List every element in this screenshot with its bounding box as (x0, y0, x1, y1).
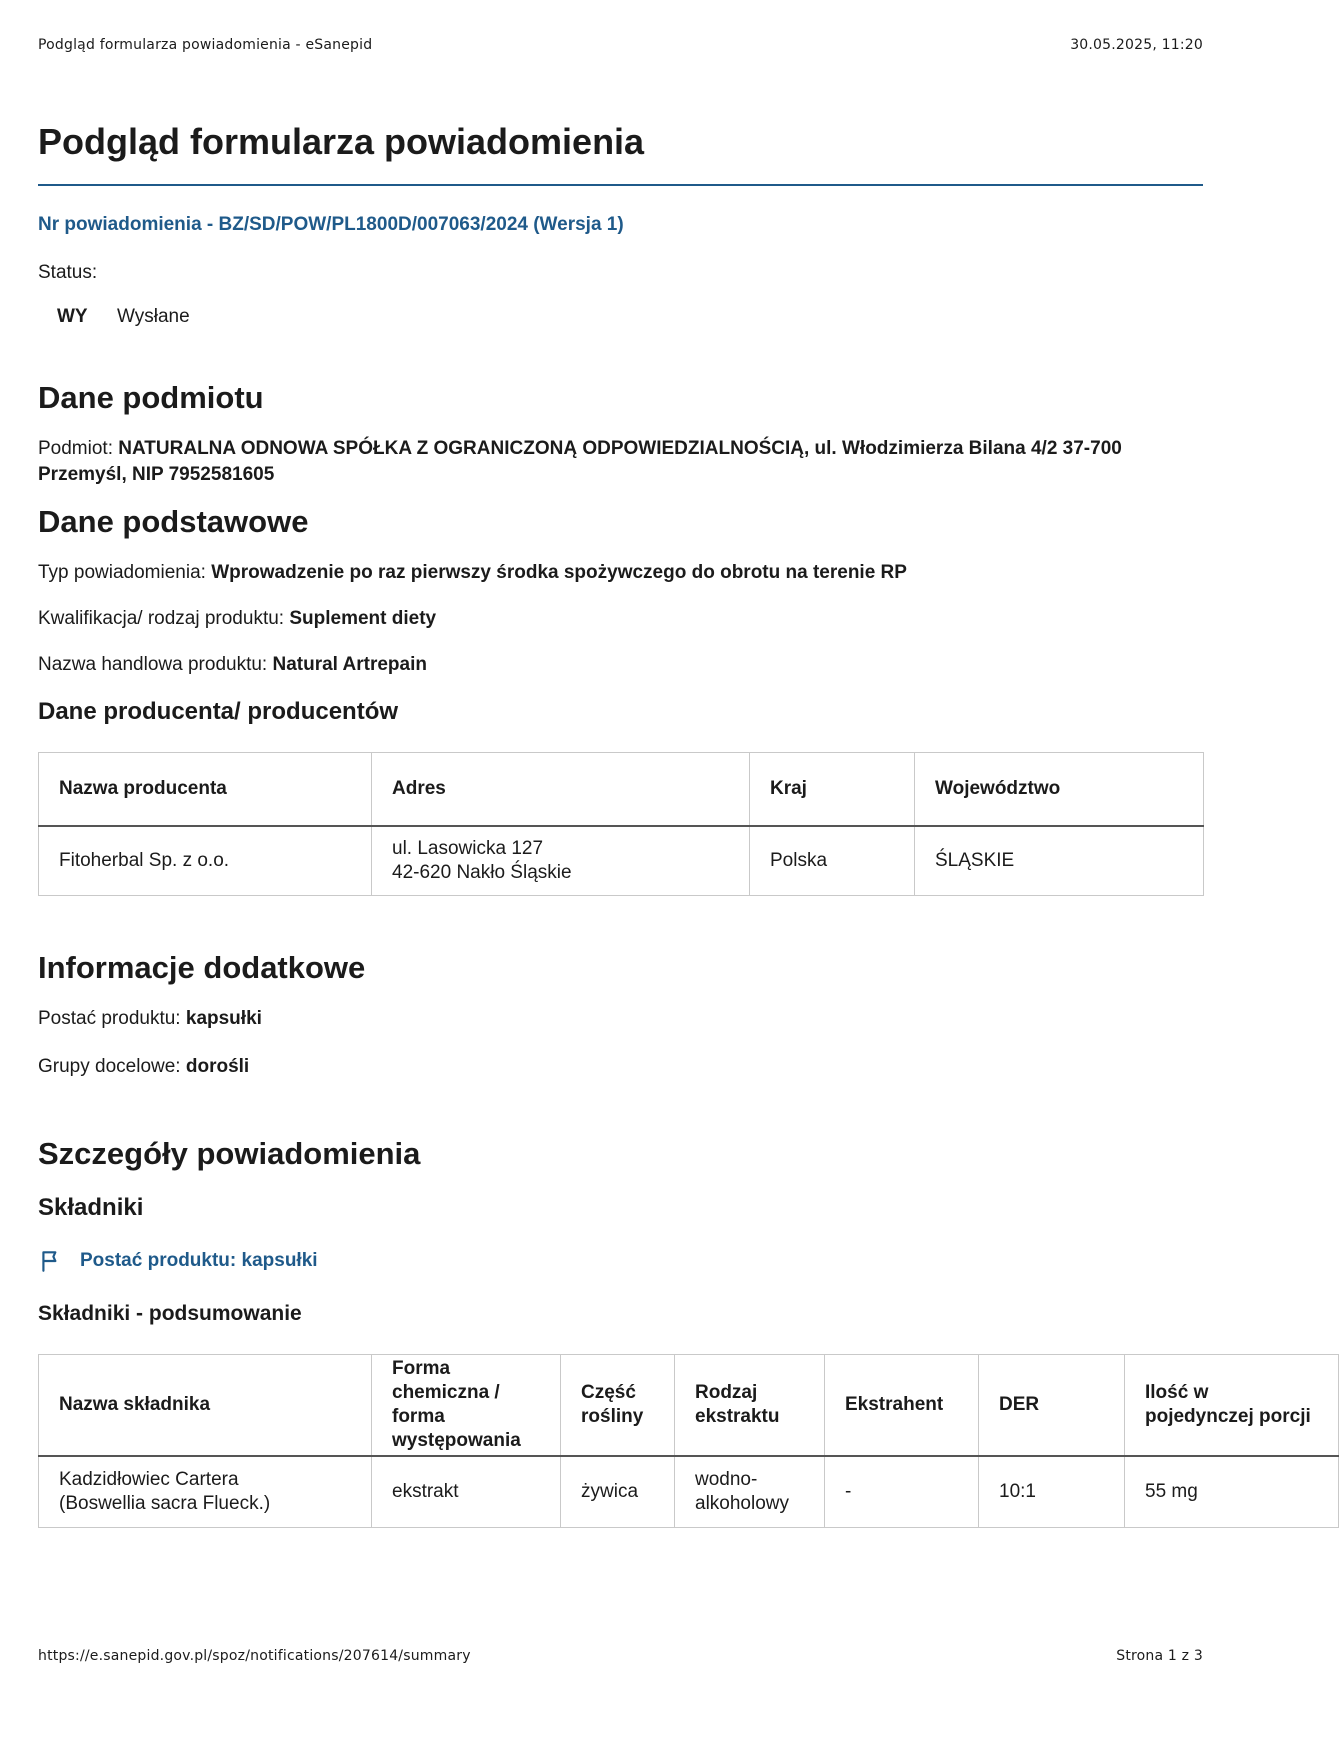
product-form-link[interactable] (38, 1248, 1203, 1274)
trade-name-label: Nazwa handlowa produktu: (38, 654, 268, 675)
product-form-link-text[interactable]: Postać produktu: kapsułki (80, 1250, 318, 1271)
column-header: Nazwa producenta (39, 753, 372, 827)
extractant-cell: - (825, 1456, 979, 1528)
print-footer (38, 1648, 1203, 1664)
notification-type-field (38, 560, 1203, 586)
extract-type-line: wodno- (695, 1469, 758, 1490)
entity-field (38, 436, 1203, 488)
print-header-title: Podgląd formularza powiadomienia - eSanepid (38, 37, 373, 53)
qualification-value: Suplement diety (289, 608, 437, 629)
page-title: Podgląd formularza powiadomienia (38, 121, 645, 162)
ingredients-summary-heading: Składniki - podsumowanie (38, 1302, 302, 1325)
column-header: Część rośliny (561, 1355, 675, 1457)
basic-heading: Dane podstawowe (38, 504, 309, 539)
table-header-row (39, 1355, 1339, 1457)
title-divider (38, 184, 1203, 186)
producer-address-cell (372, 826, 750, 896)
producers-table (38, 752, 1204, 896)
ingredient-name-line: (Boswellia sacra Flueck.) (59, 1493, 271, 1514)
ingredients-heading: Składniki (38, 1194, 144, 1221)
status-badge (38, 306, 1203, 328)
trade-name-field (38, 652, 1203, 678)
ingredient-name-line: Kadzidłowiec Cartera (59, 1469, 239, 1490)
qualification-label: Kwalifikacja/ rodzaj produktu: (38, 608, 285, 629)
address-line: 42-620 Nakło Śląskie (392, 862, 572, 883)
print-footer-url: https://e.sanepid.gov.pl/spoz/notifications/207614/summary (38, 1648, 471, 1664)
table-row (39, 1456, 1339, 1528)
target-groups-field (38, 1054, 1203, 1080)
producer-country-cell: Polska (750, 826, 915, 896)
ingredients-table (38, 1354, 1339, 1528)
qualification-field (38, 606, 1203, 632)
ingredients-table-container (38, 1354, 1311, 1526)
producer-name-cell: Fitoherbal Sp. z o.o. (39, 826, 372, 896)
status-code: WY (57, 306, 88, 327)
column-header: DER (979, 1355, 1125, 1457)
trade-name-value: Natural Artrepain (272, 654, 427, 675)
plant-part-cell: żywica (561, 1456, 675, 1528)
print-footer-page: Strona 1 z 3 (1116, 1648, 1203, 1664)
column-header: Ekstrahent (825, 1355, 979, 1457)
notification-number: Nr powiadomienia - BZ/SD/POW/PL1800D/007063/2024 (Wersja 1) (38, 214, 624, 235)
target-groups-label: Grupy docelowe: (38, 1056, 181, 1077)
column-header: Województwo (915, 753, 1204, 827)
product-form-field (38, 1006, 1203, 1032)
product-form-label: Postać produktu: (38, 1008, 181, 1029)
flag-icon (38, 1248, 64, 1274)
status-label: Status: (38, 262, 98, 283)
ingredient-name-cell (39, 1456, 372, 1528)
chemical-form-cell: ekstrakt (372, 1456, 561, 1528)
table-row (39, 826, 1204, 896)
amount-cell: 55 mg (1125, 1456, 1339, 1528)
producer-voivodeship-cell: ŚLĄSKIE (915, 826, 1204, 896)
column-header: Nazwa składnika (39, 1355, 372, 1457)
status-text: Wysłane (117, 306, 190, 327)
table-header-row (39, 753, 1204, 827)
main-content (38, 112, 1311, 1526)
column-header: Kraj (750, 753, 915, 827)
target-groups-value: dorośli (185, 1056, 250, 1077)
details-heading: Szczegóły powiadomienia (38, 1136, 421, 1171)
address-line: ul. Lasowicka 127 (392, 838, 544, 859)
entity-value: NATURALNA ODNOWA SPÓŁKA Z OGRANICZONĄ ODPOWIEDZIALNOŚCIĄ, ul. Włodzimierza Bilana 4/2 37-700 Przemyśl, NIP 7952581605 (38, 438, 1122, 485)
column-header: Forma chemiczna / forma występowania (372, 1355, 561, 1457)
entity-label: Podmiot: (38, 438, 113, 459)
producers-heading: Dane producenta/ producentów (38, 698, 399, 725)
extract-type-line: alkoholowy (695, 1493, 789, 1514)
print-header (38, 37, 1203, 53)
product-form-value: kapsułki (185, 1008, 262, 1029)
extract-type-cell (675, 1456, 825, 1528)
column-header: Ilość w pojedynczej porcji (1125, 1355, 1339, 1457)
notification-type-label: Typ powiadomienia: (38, 562, 206, 583)
column-header: Adres (372, 753, 750, 827)
additional-heading: Informacje dodatkowe (38, 950, 366, 985)
entity-heading: Dane podmiotu (38, 380, 264, 415)
print-header-datetime: 30.05.2025, 11:20 (1070, 37, 1203, 53)
column-header: Rodzaj ekstraktu (675, 1355, 825, 1457)
notification-type-value: Wprowadzenie po raz pierwszy środka spożywczego do obrotu na terenie RP (211, 562, 907, 583)
der-cell: 10:1 (979, 1456, 1125, 1528)
